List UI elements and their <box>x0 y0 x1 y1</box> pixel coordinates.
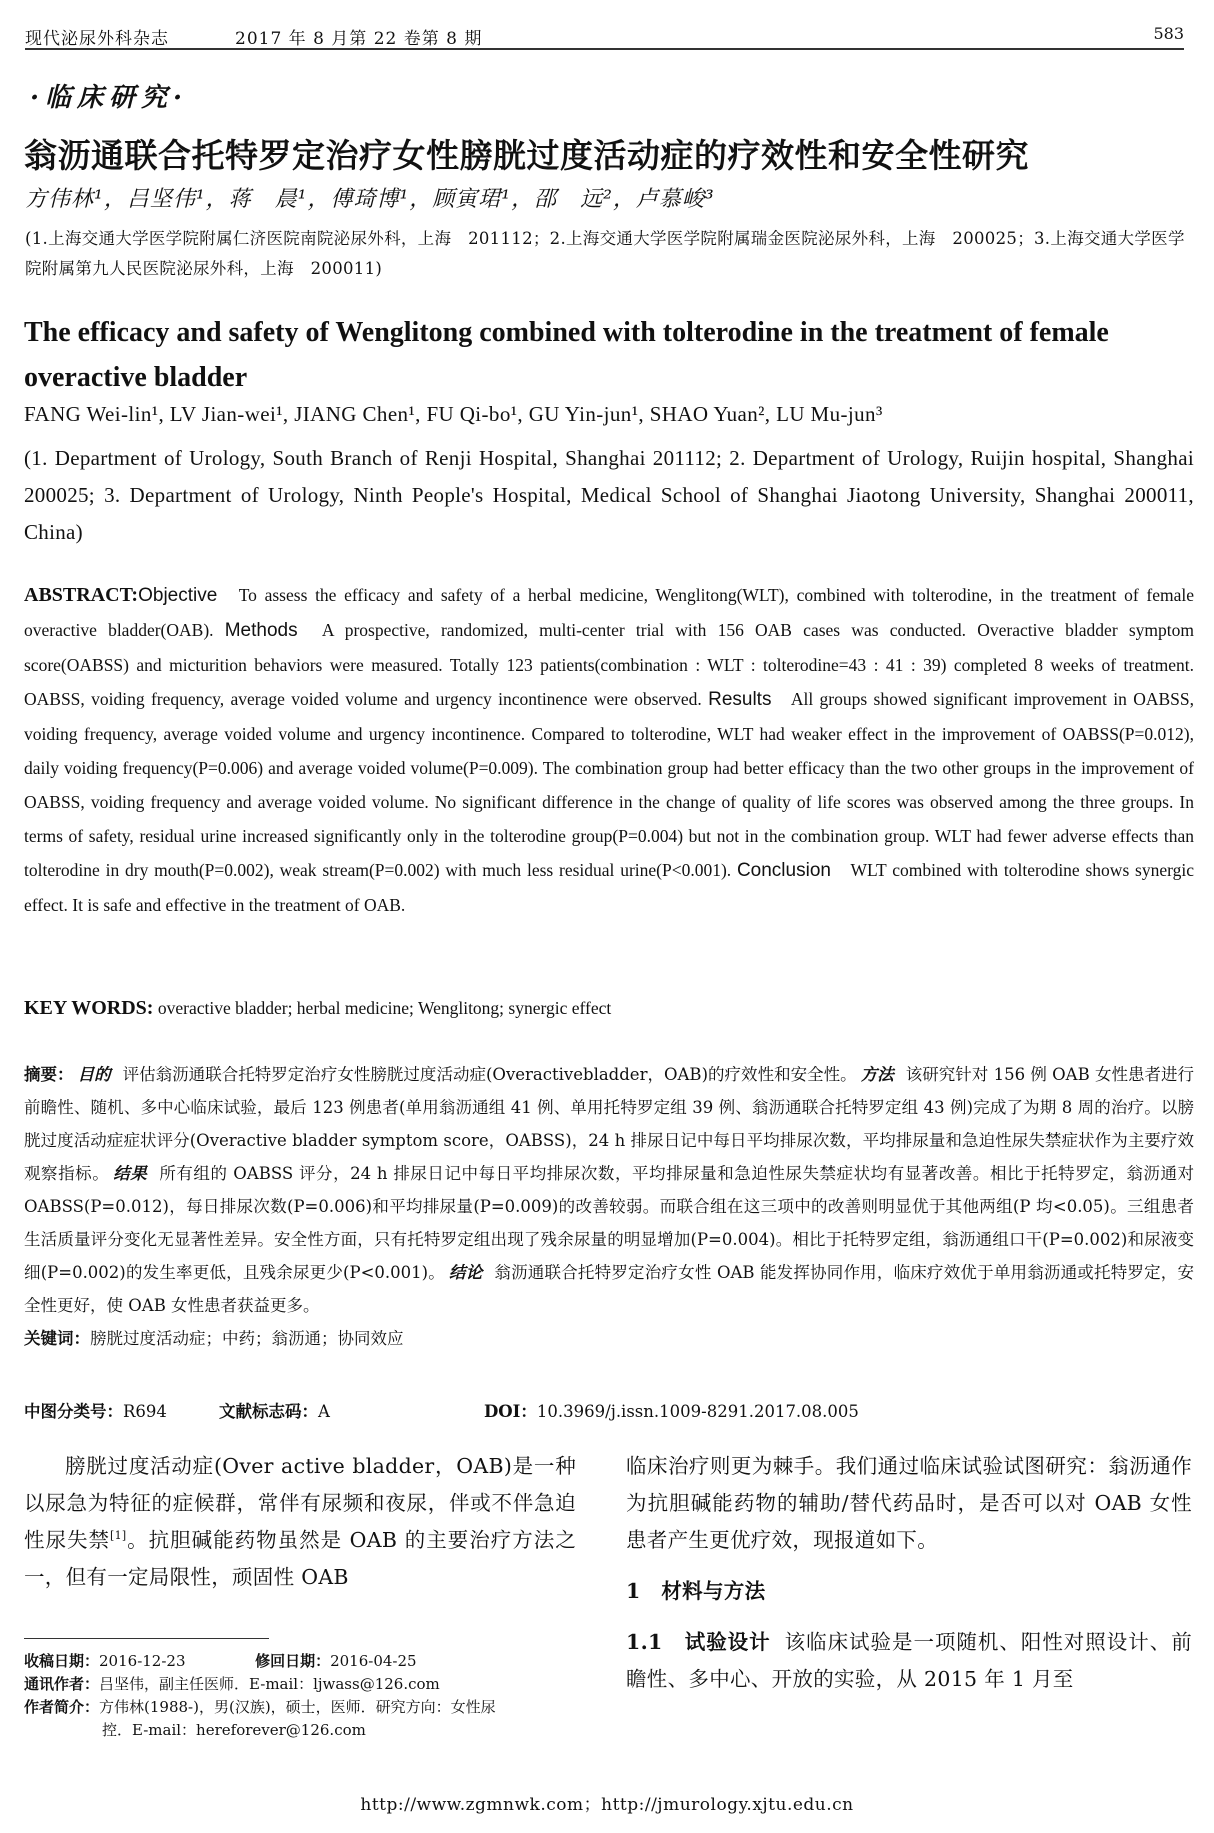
section-heading: 1 材料与方法 <box>626 1579 766 1603</box>
author-bio: 作者简介：方伟林(1988-)，男(汉族)，硕士，医师．研究方向：女性尿 <box>24 1698 496 1716</box>
chinese-affiliation: (1.上海交通大学医学院附属仁济医院南院泌尿外科，上海 201112；2.上海交通大学医学院附属瑞金医院泌尿外科，上海 200025；3.上海交通大学医学院附属第九人民医院泌尿外科，上海 200011) <box>25 229 1185 278</box>
methods-label: Methods <box>224 620 298 641</box>
subsection-heading: 1.1 试验设计 <box>626 1630 771 1654</box>
journal-name: 现代泌尿外科杂志 <box>25 29 169 49</box>
chinese-abstract <box>24 1058 1194 1355</box>
cn-conclusion-text: 翁沥通联合托特罗定治疗女性 OAB 能发挥协同作用，临床疗效优于单用翁沥通或托特罗定，安全性更好，使 OAB 女性患者获益更多。 <box>24 1263 1195 1315</box>
cn-methods-label: 方法 <box>860 1065 894 1084</box>
cn-results-text: 所有组的 OABSS 评分，24 h 排尿日记中每日平均排尿次数，平均排尿量和急迫性尿失禁症状均有显著改善。相比于托特罗定，翁沥通对 OABSS(P=0.012)，每日排尿次数(P=0.006)和平均排尿量(P=0.009)的改善较弱。而联合组在这三项中的改善则明显优于其他两组(P 均<0.05)。三组患者生活质量评分变化无显著性差异。安全性方面，只有托特罗定组出现了残余尿量的明显增加(P=0.004)。相比于托特罗定组，翁沥通组口干(P=0.002)和尿液变细(P=0.002)的发生率更低，且残余尿更少(P<0.001)。 <box>24 1164 1194 1282</box>
intro-paragraph-continued: 临床治疗则更为棘手。我们通过临床试验试图研究：翁沥通作为抗胆碱能药物的辅助/替代药品时，是否可以对 OAB 女性患者产生更优疗效，现报道如下。 <box>626 1454 1192 1552</box>
cn-objective-label: 目的 <box>77 1065 111 1084</box>
clc-code: 中图分类号：R694 <box>24 1402 167 1421</box>
corresponding-author: 通讯作者：吕坚伟，副主任医师．E-mail：ljwass@126.com <box>24 1675 440 1693</box>
cn-keywords-text: 膀胱过度活动症；中药；翁沥通；协同效应 <box>90 1329 404 1348</box>
objective-text: To assess the efficacy and safety of a herbal medicine, Wenglitong(WLT), combined with tolterodine, in the treatment of female overactive bladder(OAB). <box>24 585 1195 640</box>
page-number: 583 <box>1153 24 1184 43</box>
cn-results-label: 结果 <box>113 1164 148 1183</box>
footnotes <box>24 1650 584 1742</box>
conclusion-label: Conclusion <box>736 860 831 881</box>
conclusion-text: WLT combined with tolterodine shows synergic effect. It is safe and effective in the treatment of OAB. <box>24 860 1195 915</box>
subsection-paragraph: 1.1 试验设计 该临床试验是一项随机、阳性对照设计、前瞻性、多中心、开放的实验，从 2015 年 1 月至 <box>626 1630 1192 1691</box>
cn-keywords-label: 关键词： <box>24 1329 90 1348</box>
english-abstract <box>24 578 1194 922</box>
footnote-divider <box>24 1638 269 1639</box>
issue-info: 2017 年 8 月第 22 卷第 8 期 <box>235 29 483 49</box>
reference-marker[interactable]: [1] <box>109 1529 127 1543</box>
cn-objective-text: 评估翁沥通联合托特罗定治疗女性膀胱过度活动症(Overactivebladder，OAB)的疗效性和安全性。 <box>122 1065 857 1084</box>
keywords-text: overactive bladder; herbal medicine; Wenglitong; synergic effect <box>157 998 612 1018</box>
abstract-label: ABSTRACT: <box>24 584 139 606</box>
chinese-title: 翁沥通联合托特罗定治疗女性膀胱过度活动症的疗效性和安全性研究 <box>24 136 1029 175</box>
doi: DOI：10.3969/j.issn.1009-8291.2017.08.005 <box>484 1402 859 1421</box>
keywords-label: KEY WORDS: <box>24 997 154 1019</box>
author-bio-continued: 控．E-mail：hereforever@126.com <box>102 1721 366 1739</box>
received-dates: 收稿日期：2016-12-23 修回日期：2016-04-25 <box>24 1652 417 1670</box>
running-header <box>25 18 1184 50</box>
methods-text: A prospective, randomized, multi-center trial with 156 OAB cases was conducted. Overactive bladder symptom score(OABSS) and micturition behaviors were measured. Totally 123 patients(combination : WLT : tolterodine=43 : 41 : 39) completed 8 weeks of treatment. OABSS, voiding frequency, average voided volume and urgency incontinence were observed. <box>24 620 1194 709</box>
english-title: The efficacy and safety of Wenglitong combined with tolterodine in the treatment of female overactive bladder <box>24 317 1109 393</box>
chinese-authors: 方伟林¹，吕坚伟¹，蒋 晨¹，傅琦博¹，顾寅珺¹，邵 远²，卢慕峻³ <box>25 187 715 212</box>
cn-conclusion-label: 结论 <box>449 1263 483 1282</box>
body-column-right <box>626 1448 1192 1698</box>
body-column-left <box>24 1448 576 1596</box>
objective-label: Objective <box>138 585 218 606</box>
document-code: 文献标志码：A <box>219 1402 330 1421</box>
results-text: All groups showed significant improvement in OABSS, voiding frequency, average voided volume and urgency incontinence. Compared to tolterodine, WLT had weaker effect in the improvement of OABSS(P=0.012), daily voiding frequency(P=0.006) and average voided volume(P=0.009). The combination group had better efficacy than the two other groups in the improvement of OABSS, voiding frequency and average voided volume. No significant difference in the change of quality of life scores was observed among the three groups. In terms of safety, residual urine increased significantly only in the tolterodine group(P=0.004) but not in the combination group. WLT had fewer adverse effects than tolterodine in dry mouth(P=0.002), weak stream(P=0.002) with much less residual urine(P<0.001). <box>24 689 1194 880</box>
english-affiliation: (1. Department of Urology, South Branch of Renji Hospital, Shanghai 201112; 2. Department of Urology, Ruijin hospital, Shanghai 200025; 3. Department of Urology, Ninth People's Hospital, Medical School of Shanghai Jiaotong University, Shanghai 200011, China) <box>24 446 1194 544</box>
cn-methods-text: 该研究针对 156 例 OAB 女性患者进行前瞻性、随机、多中心临床试验，最后 123 例患者(单用翁沥通组 41 例、单用托特罗定组 39 例、翁沥通联合托特罗定组 43 例)完成了为期 8 周的治疗。以膀胱过度活动症症状评分(Overactive bladder symptom score，OABSS)，24 h 排尿日记中每日平均排尿次数，平均排尿量和急迫性尿失禁症状作为主要疗效观察指标。 <box>24 1065 1195 1183</box>
cn-abstract-label: 摘要： <box>24 1065 74 1084</box>
results-label: Results <box>708 689 772 710</box>
footer-urls: http://www.zgmnwk.com；http://jmurology.xjtu.edu.cn <box>360 1795 854 1815</box>
section-label: ·临床研究· <box>30 83 189 113</box>
intro-paragraph: 膀胱过度活动症(Over active bladder，OAB)是一种以尿急为特征的症候群，常伴有尿频和夜尿，伴或不伴急迫性尿失禁[1]。抗胆碱能药物虽然是 OAB 的主要治疗方法之一，但有一定局限性，顽固性 OAB <box>24 1454 576 1589</box>
english-authors: FANG Wei-lin¹, LV Jian-wei¹, JIANG Chen¹, FU Qi-bo¹, GU Yin-jun¹, SHAO Yuan², LU Mu-jun³ <box>24 402 883 426</box>
english-keywords <box>24 997 1194 1020</box>
